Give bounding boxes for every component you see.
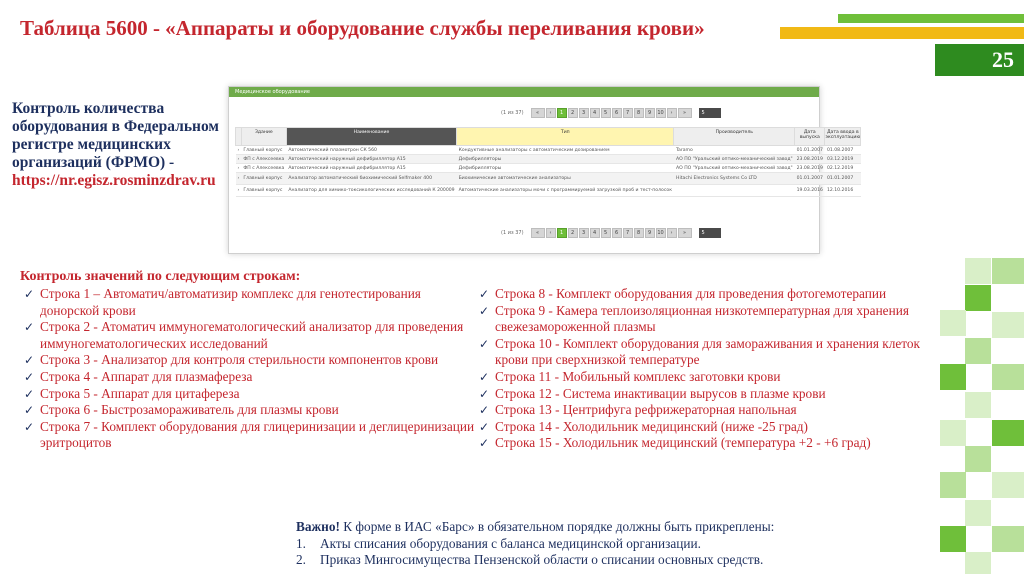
frmo-url-link[interactable]: https://nr.egisz.rosminzdrav.ru bbox=[12, 172, 216, 189]
important-item bbox=[296, 552, 916, 569]
checkmark-icon: ✓ bbox=[479, 287, 490, 301]
page-button[interactable]: 2 bbox=[568, 108, 578, 118]
decor-stripe-yellow bbox=[780, 27, 1024, 39]
control-heading: Контроль значений по следующим строкам: bbox=[20, 269, 301, 284]
last-page-button[interactable]: » bbox=[678, 108, 692, 118]
important-note bbox=[296, 519, 916, 569]
checkmark-icon: ✓ bbox=[479, 369, 490, 384]
control-item bbox=[20, 319, 475, 352]
page-button[interactable]: 9 bbox=[645, 228, 655, 238]
prev-page-button[interactable]: ‹ bbox=[546, 108, 556, 118]
important-text: К форме в ИАС «Барс» в обязательном порядке должны быть прикреплены: bbox=[339, 519, 775, 534]
control-item-text: Строка 12 - Система инактивации вырусов в плазме крови bbox=[495, 385, 826, 401]
table-cell-commissioned: 01.01.2007 bbox=[825, 173, 861, 185]
page-buttons-bottom bbox=[557, 228, 666, 238]
frmo-note-text: Контроль количества оборудования в Федеральном регистре медицинских организаций (ФРМО) - bbox=[12, 100, 219, 171]
decor-square bbox=[965, 500, 991, 526]
control-item-text: Строка 4 - Аппарат для плазмафереза bbox=[40, 368, 253, 384]
control-item bbox=[20, 352, 475, 369]
control-item bbox=[20, 419, 475, 452]
decor-square bbox=[965, 446, 991, 472]
column-header-released[interactable]: Дата выпуска bbox=[795, 128, 825, 146]
decor-stripe-green bbox=[838, 14, 1024, 23]
control-item bbox=[475, 369, 945, 386]
table-cell-type: Автоматические анализаторы мочи с программируемой загрузкой проб и тест-полосок bbox=[457, 185, 674, 197]
pager-info: (1 из 37) bbox=[501, 110, 524, 116]
decor-square bbox=[992, 312, 1024, 338]
table-cell-building: Главный корпус bbox=[241, 146, 286, 155]
page-button[interactable]: 2 bbox=[568, 228, 578, 238]
table-cell-commissioned: 01.08.2007 bbox=[825, 146, 861, 155]
first-page-button-bottom[interactable]: « bbox=[531, 228, 545, 238]
page-button[interactable]: 5 bbox=[601, 108, 611, 118]
page-button[interactable]: 7 bbox=[623, 228, 633, 238]
control-item-text: Строка 5 - Аппарат для цитафереза bbox=[40, 385, 240, 401]
last-page-button-bottom[interactable]: » bbox=[678, 228, 692, 238]
column-header-building[interactable]: Здание bbox=[241, 128, 286, 146]
page-number: 25 bbox=[992, 47, 1014, 72]
control-item bbox=[475, 419, 945, 436]
table-cell-maker: Hitachi Electronics Systems Co LTD bbox=[674, 173, 795, 185]
expand-row-icon[interactable]: › bbox=[237, 147, 240, 153]
table-cell-building: ФП с Алексеевка bbox=[243, 156, 285, 162]
decor-square bbox=[992, 258, 1024, 284]
decor-square bbox=[965, 285, 991, 311]
checkmark-icon: ✓ bbox=[479, 403, 490, 418]
table-row[interactable] bbox=[236, 146, 861, 155]
control-item bbox=[20, 402, 475, 419]
table-cell-commissioned: 02.12.2019 bbox=[825, 164, 861, 173]
decor-square bbox=[965, 338, 991, 364]
control-item bbox=[475, 402, 945, 419]
table-cell-commissioned: 12.10.2016 bbox=[825, 185, 861, 197]
control-item-text: Строка 14 - Холодильник медицинский (ниже -25 град) bbox=[495, 418, 808, 434]
first-page-button[interactable]: « bbox=[531, 108, 545, 118]
control-item bbox=[20, 369, 475, 386]
expand-row-icon[interactable]: › bbox=[237, 165, 240, 171]
registry-screenshot bbox=[228, 86, 861, 254]
registry-header: Медицинское оборудование bbox=[229, 87, 819, 97]
checkmark-icon: ✓ bbox=[24, 287, 35, 301]
slide-title: Таблица 5600 - «Аппараты и оборудование службы переливания крови» bbox=[20, 16, 705, 40]
important-item-number: 2. bbox=[296, 552, 306, 567]
column-header-commissioned[interactable]: Дата ввода в эксплуатацию bbox=[825, 128, 861, 146]
checkmark-icon: ✓ bbox=[24, 386, 35, 401]
table-cell-type: Дефибрилляторы bbox=[457, 155, 674, 164]
control-item bbox=[20, 286, 475, 319]
important-item bbox=[296, 536, 916, 553]
control-item-text: Строка 10 - Комплект оборудования для замораживания и хранения клеток крови при сверхнизкой температуре bbox=[495, 335, 921, 368]
decor-square bbox=[965, 552, 991, 574]
checkmark-icon: ✓ bbox=[479, 336, 490, 351]
page-size-select-bottom[interactable]: 5 bbox=[699, 228, 721, 238]
table-row[interactable] bbox=[236, 155, 861, 164]
page-button[interactable]: 4 bbox=[590, 108, 600, 118]
control-item-text: Строка 3 - Анализатор для контроля стерильности компонентов крови bbox=[40, 352, 439, 368]
control-item bbox=[20, 386, 475, 403]
expand-row-icon[interactable]: › bbox=[236, 185, 242, 197]
page-button[interactable]: 1 bbox=[557, 108, 567, 118]
table-cell-released: 23.08.2019 bbox=[796, 165, 823, 171]
page-button[interactable]: 7 bbox=[623, 108, 633, 118]
equipment-table bbox=[235, 127, 861, 197]
control-item bbox=[475, 303, 945, 336]
pager-top bbox=[501, 108, 721, 118]
decor-square bbox=[965, 392, 991, 418]
control-item-text: Строка 6 - Быстрозамораживатель для плазмы крови bbox=[40, 402, 339, 418]
next-page-button-bottom[interactable]: › bbox=[667, 228, 677, 238]
table-row[interactable] bbox=[236, 173, 861, 185]
decor-square bbox=[940, 472, 966, 498]
important-item-number: 1. bbox=[296, 535, 306, 551]
table-cell-building: Главный корпус bbox=[241, 173, 286, 185]
table-cell-building: Главный корпус bbox=[241, 185, 286, 197]
control-list-right bbox=[475, 286, 945, 452]
table-cell-name: Автоматический плазмотрон СК 560 bbox=[286, 146, 456, 155]
expand-row-icon[interactable]: › bbox=[237, 156, 240, 162]
important-label: Важно! bbox=[296, 519, 340, 534]
table-row[interactable] bbox=[236, 185, 861, 197]
page-buttons bbox=[557, 108, 666, 118]
control-item-text: Строка 2 - Атоматич иммуногематологический анализатор для проведения иммуногематологических исследований bbox=[40, 319, 464, 351]
table-cell-maker bbox=[674, 185, 795, 197]
checkmark-icon: ✓ bbox=[24, 419, 35, 434]
checkmark-icon: ✓ bbox=[479, 419, 490, 434]
control-item bbox=[475, 435, 945, 452]
page-size-select[interactable]: 5 bbox=[699, 108, 721, 118]
decor-square bbox=[940, 364, 966, 390]
decor-square bbox=[940, 310, 966, 336]
table-cell-released: 19.03.2016 bbox=[795, 185, 825, 197]
next-page-button[interactable]: › bbox=[667, 108, 677, 118]
control-item-text: Строка 13 - Центрифуга рефрижераторная напольная bbox=[495, 402, 797, 418]
control-item-text: Строка 11 - Мобильный комплекс заготовки крови bbox=[495, 368, 781, 384]
page-button[interactable]: 1 bbox=[557, 228, 567, 238]
table-cell-released: 23.08.2019 bbox=[796, 156, 823, 162]
control-list-left bbox=[20, 286, 475, 452]
decor-square bbox=[992, 526, 1024, 552]
pager-info-bottom: (1 из 37) bbox=[501, 230, 524, 236]
page-button[interactable]: 5 bbox=[601, 228, 611, 238]
table-cell-commissioned: 03.12.2019 bbox=[825, 155, 861, 164]
table-cell-name: Анализатор автоматический биохимический Selfmaker 400 bbox=[286, 173, 456, 185]
decor-square bbox=[992, 364, 1024, 390]
table-cell-released: 01.01.2007 bbox=[795, 173, 825, 185]
important-item-text: Акты списания оборудования с баланса медицинской организации. bbox=[320, 535, 701, 551]
table-cell-type: Кондуктивные анализаторы с автоматическим дозированием bbox=[457, 146, 674, 155]
control-item-text: Строка 1 – Автоматич/автоматизир комплекс для генотестирования донорской крови bbox=[40, 286, 421, 318]
table-cell-type: Дефибрилляторы bbox=[457, 164, 674, 173]
control-item-text: Строка 9 - Камера теплоизоляционная низкотемпературная для хранения свежезамороженной плазмы bbox=[495, 302, 909, 335]
column-header-maker[interactable]: Производитель bbox=[674, 128, 795, 146]
page-button[interactable]: 10 bbox=[657, 110, 664, 116]
table-cell-released: 01.01.2007 bbox=[796, 147, 823, 153]
control-item bbox=[475, 386, 945, 403]
page-button[interactable]: 10 bbox=[657, 230, 664, 236]
page-button[interactable]: 3 bbox=[579, 108, 589, 118]
table-cell-maker: АО ПО "Уральский оптико-механический завод" bbox=[675, 165, 793, 171]
table-cell-building: ФП с Алексеевка bbox=[243, 165, 285, 171]
page-button[interactable]: 6 bbox=[612, 108, 622, 118]
important-item-text: Приказ Мингосимущества Пензенской области о списании основных средств. bbox=[320, 552, 764, 567]
checkmark-icon: ✓ bbox=[24, 320, 35, 335]
table-cell-name: Автоматический наружный дефибриллятор А15 bbox=[286, 155, 456, 164]
checkmark-icon: ✓ bbox=[479, 436, 490, 451]
checkmark-icon: ✓ bbox=[479, 303, 490, 318]
checkmark-icon: ✓ bbox=[24, 403, 35, 418]
prev-page-button-bottom[interactable]: ‹ bbox=[546, 228, 556, 238]
column-header-name[interactable]: Наименование bbox=[286, 128, 456, 146]
checkmark-icon: ✓ bbox=[24, 353, 35, 368]
table-row[interactable] bbox=[236, 164, 861, 173]
control-item-text: Строка 15 - Холодильник медицинский (температура +2 - +6 град) bbox=[495, 435, 871, 451]
decor-square bbox=[992, 420, 1024, 446]
control-item-text: Строка 8 - Комплект оборудования для проведения фотогемотерапии bbox=[495, 286, 887, 301]
table-cell-type: Биохимические автоматические анализаторы bbox=[457, 173, 674, 185]
page-button[interactable]: 4 bbox=[590, 228, 600, 238]
page-button[interactable]: 8 bbox=[634, 228, 644, 238]
page-button[interactable]: 6 bbox=[612, 228, 622, 238]
decor-square bbox=[965, 258, 991, 284]
control-item-text: Строка 7 - Комплект оборудования для глицеринизации и деглицеринизации эритроцитов bbox=[40, 418, 475, 451]
page-number-box bbox=[935, 44, 1024, 76]
expand-row-icon[interactable]: › bbox=[236, 173, 242, 185]
decor-square bbox=[940, 526, 966, 552]
control-item bbox=[475, 286, 945, 303]
frmo-note bbox=[12, 100, 222, 190]
important-line bbox=[296, 519, 916, 536]
table-cell-maker: АО ПО "Уральский оптико-механический завод" bbox=[675, 156, 793, 162]
table-cell-maker: Taramo bbox=[674, 146, 795, 155]
checkmark-icon: ✓ bbox=[479, 386, 490, 401]
page-button[interactable]: 8 bbox=[634, 108, 644, 118]
table-cell-name: Анализатор для химико-токсикологических исследований К 200009 bbox=[286, 185, 456, 197]
table-cell-name: Автоматический наружный дефибриллятор А15 bbox=[286, 164, 456, 173]
column-header-type[interactable]: Тип bbox=[457, 128, 674, 146]
decor-square bbox=[992, 472, 1024, 498]
page-button[interactable]: 3 bbox=[579, 228, 589, 238]
page-button[interactable]: 9 bbox=[645, 108, 655, 118]
pager-bottom bbox=[501, 228, 721, 238]
control-item bbox=[475, 336, 945, 369]
checkmark-icon: ✓ bbox=[24, 369, 35, 384]
decor-square bbox=[940, 420, 966, 446]
